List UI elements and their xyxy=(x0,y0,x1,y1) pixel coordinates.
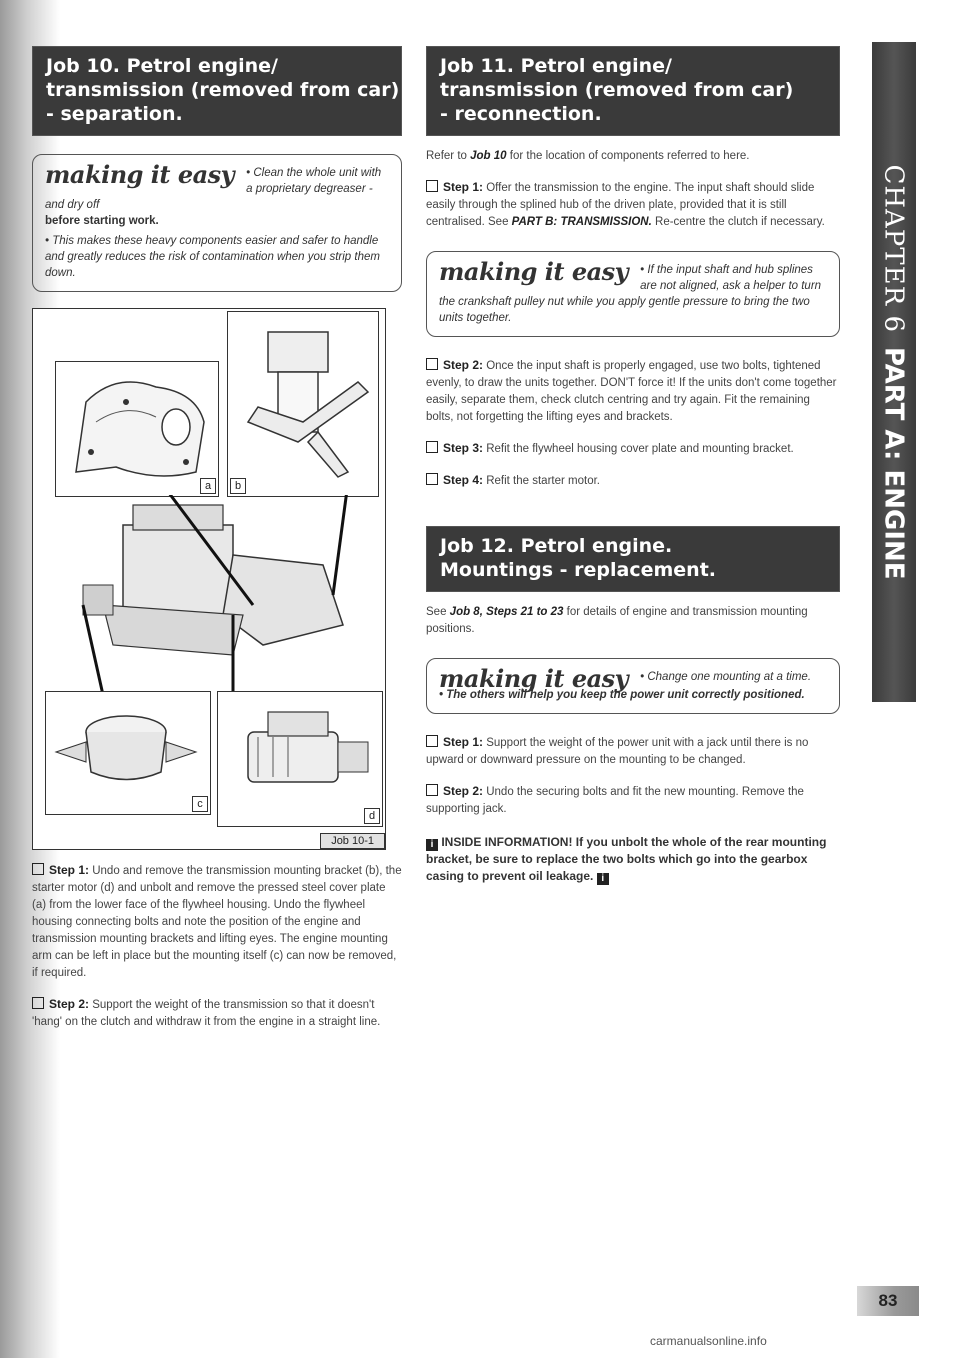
figure-caption: Job 10-1 xyxy=(320,833,385,849)
job10-header-line1: Job 10. Petrol engine/ xyxy=(46,55,278,77)
figure-panel-d xyxy=(217,691,383,827)
checkbox-icon xyxy=(426,441,438,453)
job11-step1 xyxy=(426,179,840,231)
job11-step4-label: Step 4: xyxy=(443,473,484,487)
checkbox-icon xyxy=(426,358,438,370)
watermark: carmanualsonline.info xyxy=(650,1334,767,1348)
checkbox-icon xyxy=(426,784,438,796)
job10-step1-text: Undo and remove the transmission mounting bracket (b), the starter motor (d) and unbolt and remove the pressed steel cover plate (a) from the lower face of the flywheel housing. Undo the flywheel housing connecting bolts and note the position of the engine and transmission mounting brackets and lifting eyes. The engine mounting arm can be left in place but the mounting itself (c) can now be removed, if required. xyxy=(32,865,402,979)
info-end-icon: i xyxy=(597,873,609,885)
right-column xyxy=(426,46,840,885)
job10-step1 xyxy=(32,862,402,982)
job12-intro-ref: Job 8, Steps 21 to 23 xyxy=(449,606,564,618)
job12-header-line2: Mountings - replacement. xyxy=(440,559,717,581)
job10-step2-label: Step 2: xyxy=(49,997,90,1011)
job11-step1-ref: PART B: TRANSMISSION. xyxy=(511,216,652,228)
figure-panel-c xyxy=(45,691,211,815)
job12-inside-information xyxy=(426,834,840,885)
job11-tip-text: • If the input shaft and hub splines are not aligned, ask a helper to turn the crankshaft pulley nut while you apply gentle pressure to bring the two units together. xyxy=(439,264,822,324)
job10-figure xyxy=(32,308,386,850)
job12-header-line1: Job 12. Petrol engine. xyxy=(440,535,673,557)
job12-tip-line1: • Change one mounting at a time. xyxy=(640,671,812,683)
part-label: PART A: ENGINE xyxy=(878,347,909,580)
job10-header xyxy=(32,46,402,136)
job10-step2 xyxy=(32,996,402,1031)
job12-step1 xyxy=(426,734,840,769)
checkbox-icon xyxy=(426,180,438,192)
job12-step2-text: Undo the securing bolts and fit the new mounting. Remove the supporting jack. xyxy=(426,786,804,815)
checkbox-icon xyxy=(32,863,44,875)
making-it-easy-logo: making it easy xyxy=(439,664,629,693)
job12-intro-b: for details of engine and transmission mounting positions. xyxy=(426,606,808,635)
cover-plate-illustration xyxy=(56,362,218,496)
job11-step3 xyxy=(426,440,840,458)
chapter-label: CHAPTER 6 xyxy=(878,164,909,333)
job12-info-text: INSIDE INFORMATION! If you unbolt the whole of the rear mounting bracket, be sure to replace the two bolts which go into the gearbox casing to prevent oil leakage. xyxy=(426,835,827,883)
figure-letter-a: a xyxy=(200,478,216,494)
job12-step1-text: Support the weight of the power unit with a jack until there is no upward or downward pressure on the mounting to be changed. xyxy=(426,737,809,766)
job10-step2-text: Support the weight of the transmission so that it doesn't 'hang' on the clutch and withdraw it from the engine in a straight line. xyxy=(32,999,381,1028)
job10-tip-bold: before starting work. xyxy=(45,215,159,227)
job11-step4-text: Refit the starter motor. xyxy=(486,475,600,487)
checkbox-icon xyxy=(426,473,438,485)
starter-motor-illustration xyxy=(218,692,382,826)
figure-panel-b xyxy=(227,311,379,497)
job11-intro-ref: Job 10 xyxy=(470,150,507,162)
job10-header-line2: transmission (removed from car) xyxy=(46,79,400,101)
job11-step3-label: Step 3: xyxy=(443,441,484,455)
job12-intro xyxy=(426,604,840,638)
figure-panel-a xyxy=(55,361,219,497)
job10-tip-box xyxy=(32,154,402,292)
job11-step2-label: Step 2: xyxy=(443,358,484,372)
info-icon: i xyxy=(426,839,438,851)
figure-letter-d: d xyxy=(364,808,380,824)
mounting-bracket-illustration xyxy=(228,312,378,496)
job11-step1-tail: Re-centre the clutch if necessary. xyxy=(655,216,825,228)
job10-header-line3: - separation. xyxy=(46,103,183,125)
job12-header xyxy=(426,526,840,592)
job11-step1-text: Offer the transmission to the engine. The input shaft should slide easily through the splined hub of the driven plate, provided that it is still centralised. See xyxy=(426,182,815,228)
job11-header-line2: transmission (removed from car) xyxy=(440,79,794,101)
job12-step2 xyxy=(426,783,840,818)
job10-step1-label: Step 1: xyxy=(49,863,90,877)
figure-letter-c: c xyxy=(192,796,208,812)
engine-mounting-illustration xyxy=(46,692,210,814)
job11-tip-box xyxy=(426,251,840,337)
job11-header xyxy=(426,46,840,136)
job11-intro-b: for the location of components referred to here. xyxy=(509,150,750,162)
figure-letter-b: b xyxy=(230,478,246,494)
chapter-side-tab xyxy=(872,42,916,702)
making-it-easy-logo: making it easy xyxy=(45,160,235,189)
job11-step1-label: Step 1: xyxy=(443,180,484,194)
making-it-easy-logo: making it easy xyxy=(439,257,629,286)
job12-intro-a: See xyxy=(426,606,447,618)
job10-tip-line2: • This makes these heavy components easier and safer to handle and greatly reduces the risk of contamination when you strip them down. xyxy=(45,235,380,279)
chapter-side-text xyxy=(879,164,910,579)
job11-header-line3: - reconnection. xyxy=(440,103,602,125)
job11-step4 xyxy=(426,472,840,490)
page-number: 83 xyxy=(857,1286,919,1316)
job12-step2-label: Step 2: xyxy=(443,784,484,798)
checkbox-icon xyxy=(32,997,44,1009)
job11-step3-text: Refit the flywheel housing cover plate and mounting bracket. xyxy=(486,443,794,455)
job11-step2 xyxy=(426,357,840,426)
checkbox-icon xyxy=(426,735,438,747)
job12-tip-box xyxy=(426,658,840,714)
job11-step2-text: Once the input shaft is properly engaged, use two bolts, tightened evenly, to draw the units together. DON'T force it! If the units don't come together easily, separate them, check clutch centring and try again. Fit the remaining bolts, not forgetting the lifting eyes and brackets. xyxy=(426,360,837,423)
engine-transmission-illustration xyxy=(63,495,363,695)
job12-tip-line2: • The others will help you keep the power unit correctly positioned. xyxy=(439,689,805,701)
left-column xyxy=(32,46,402,1031)
job11-header-line1: Job 11. Petrol engine/ xyxy=(440,55,672,77)
job12-step1-label: Step 1: xyxy=(443,735,484,749)
job10-tip-line1: • Clean the whole unit with a proprietary degreaser - and dry off xyxy=(45,167,382,211)
job11-intro xyxy=(426,148,840,165)
job11-intro-a: Refer to xyxy=(426,150,467,162)
